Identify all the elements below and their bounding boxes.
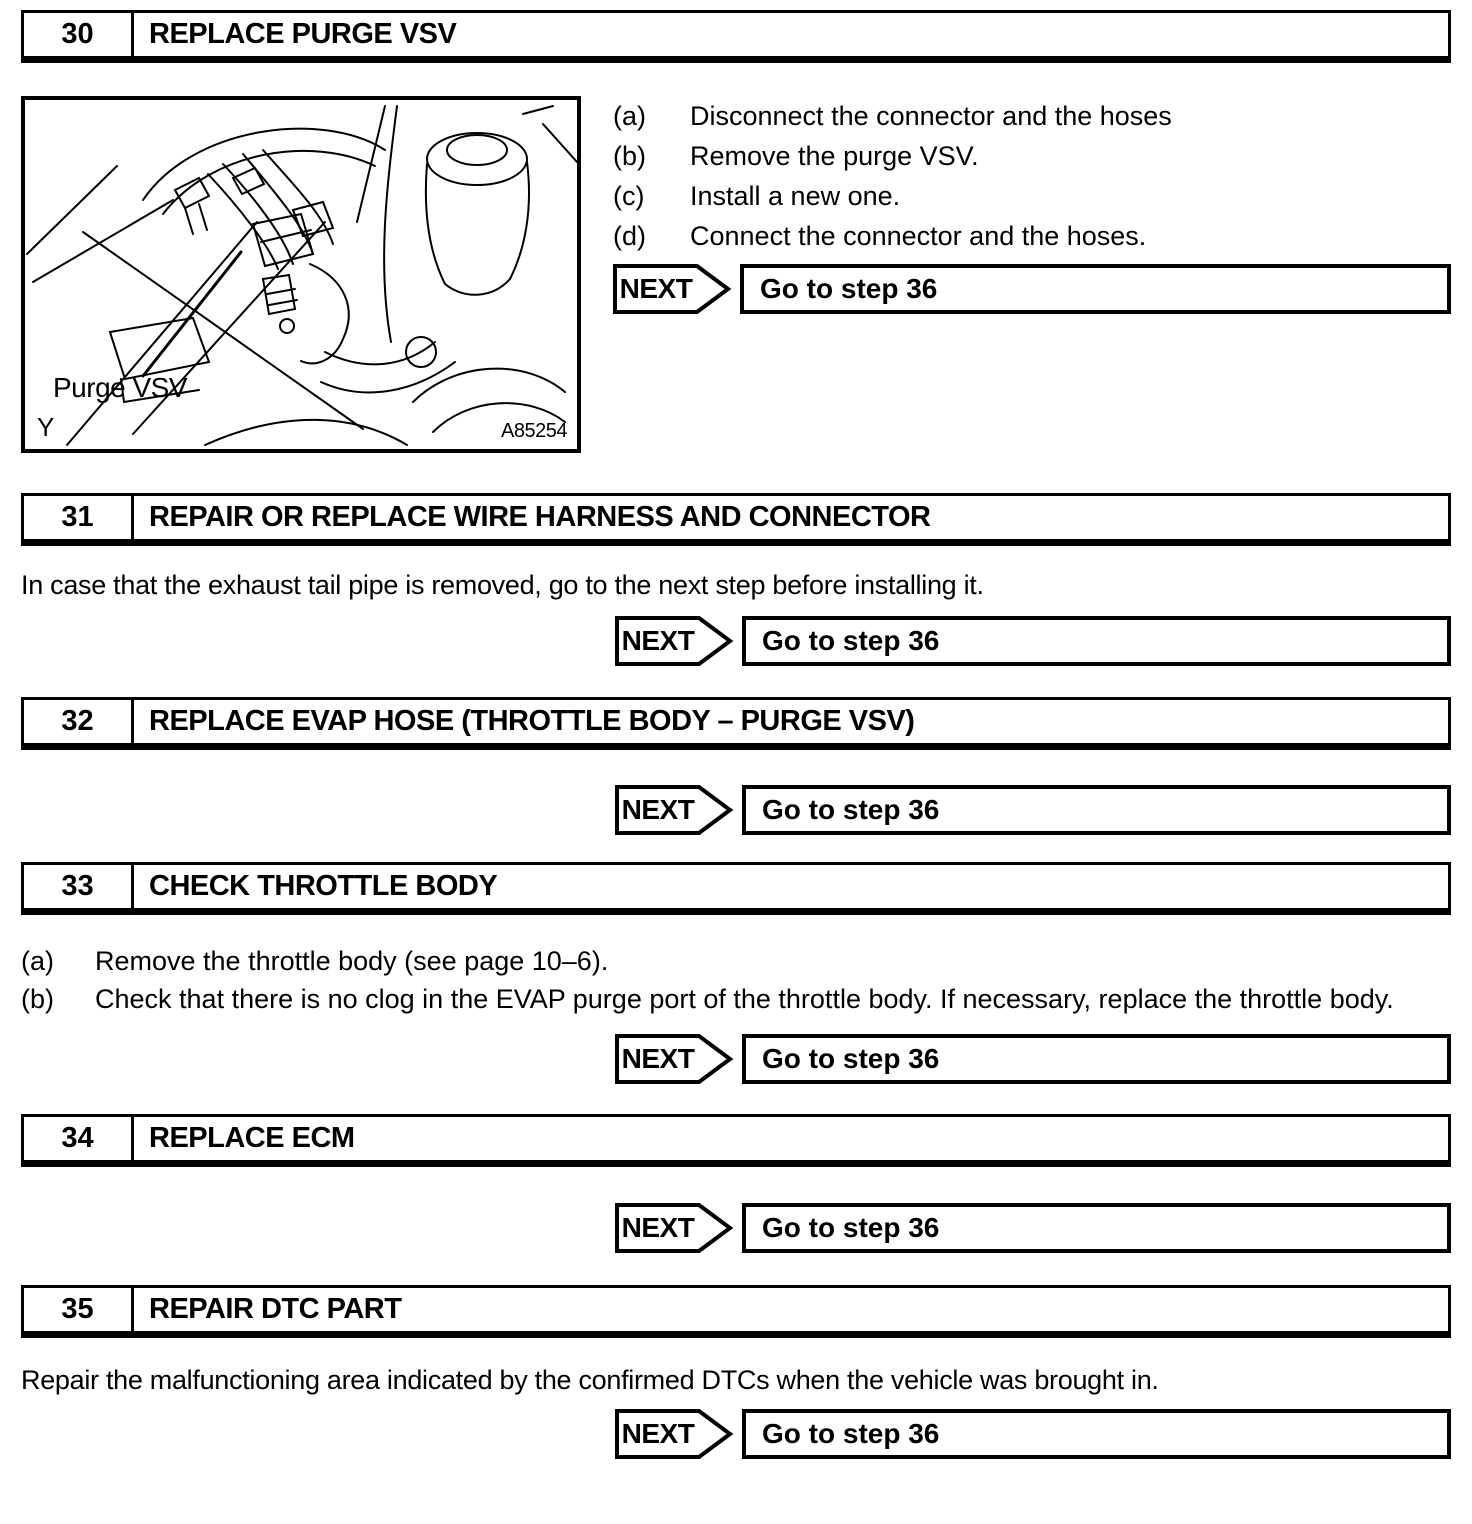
instruction-row — [21, 942, 1451, 980]
instruction-row — [613, 176, 1451, 216]
instruction-row — [613, 136, 1451, 176]
next-row — [615, 1203, 1451, 1253]
next-label: NEXT — [621, 1418, 695, 1449]
goto-step-text: Go to step 36 — [760, 273, 938, 304]
goto-step-box — [742, 1034, 1451, 1084]
next-arrow — [615, 616, 735, 666]
goto-step-text: Go to step 36 — [762, 625, 940, 656]
step-31-note: In case that the exhaust tail pipe is removed, go to the next step before installing it. — [21, 570, 984, 600]
step-header-34 — [21, 1114, 1451, 1167]
instruction-text: Connect the connector and the hoses. — [690, 221, 1147, 251]
step-header-33 — [21, 862, 1451, 915]
goto-step-box — [742, 1203, 1451, 1253]
instruction-letter: (a) — [613, 101, 646, 131]
next-arrow — [613, 264, 733, 314]
next-row — [615, 785, 1451, 835]
step-30-instructions — [613, 96, 1451, 453]
step-number: 33 — [61, 870, 94, 902]
step-35-note: Repair the malfunctioning area indicated by the confirmed DTCs when the vehicle was brought in. — [21, 1365, 1159, 1395]
step-title: REPAIR DTC PART — [149, 1293, 402, 1325]
instruction-text: Disconnect the connector and the hoses — [690, 101, 1172, 131]
next-arrow — [615, 1203, 735, 1253]
instruction-row — [21, 980, 1451, 1018]
next-row — [615, 616, 1451, 666]
instruction-row — [613, 216, 1451, 256]
next-label: NEXT — [621, 1043, 695, 1074]
step-number: 34 — [61, 1122, 94, 1154]
figure-id: A85254 — [501, 420, 567, 442]
step-number: 35 — [61, 1293, 94, 1325]
step-number: 32 — [61, 705, 94, 737]
goto-step-box — [742, 1409, 1451, 1459]
step-number: 31 — [61, 501, 94, 533]
next-arrow — [615, 785, 735, 835]
goto-step-box — [742, 785, 1451, 835]
step-number: 30 — [61, 18, 94, 50]
next-row — [615, 1409, 1451, 1459]
instruction-row — [613, 96, 1451, 136]
instruction-text: Remove the throttle body (see page 10–6). — [95, 946, 609, 976]
goto-step-text: Go to step 36 — [762, 1043, 940, 1074]
goto-step-text: Go to step 36 — [762, 1418, 940, 1449]
instruction-letter: (d) — [613, 221, 646, 251]
next-label: NEXT — [621, 625, 695, 656]
instruction-letter: (b) — [613, 141, 646, 171]
step-title: REPLACE EVAP HOSE (THROTTLE BODY – PURGE VSV) — [149, 705, 915, 737]
goto-step-box — [742, 616, 1451, 666]
instruction-letter: (a) — [21, 946, 54, 976]
instruction-letter: (b) — [21, 984, 54, 1014]
step-33-instructions — [21, 942, 1451, 1018]
goto-step-text: Go to step 36 — [762, 1212, 940, 1243]
step-header-35 — [21, 1285, 1451, 1338]
step-title: REPAIR OR REPLACE WIRE HARNESS AND CONNECTOR — [149, 501, 931, 533]
purge-vsv-label: Purge VSV — [53, 372, 188, 403]
step-header-30 — [21, 10, 1451, 63]
instruction-text: Check that there is no clog in the EVAP purge port of the throttle body. If necessary, replace the throttle body. — [95, 984, 1394, 1014]
goto-step-box — [740, 264, 1451, 314]
step-header-32 — [21, 697, 1451, 750]
instruction-letter: (c) — [613, 181, 645, 211]
figure-box — [21, 96, 581, 453]
step-title: REPLACE PURGE VSV — [149, 18, 457, 50]
next-label: NEXT — [621, 794, 695, 825]
next-label: NEXT — [619, 273, 693, 304]
step-title: CHECK THROTTLE BODY — [149, 870, 498, 902]
goto-step-text: Go to step 36 — [762, 794, 940, 825]
step-header-31 — [21, 493, 1451, 546]
next-arrow — [615, 1034, 735, 1084]
step-30-content — [21, 96, 1451, 453]
next-row — [615, 1034, 1451, 1084]
figure-corner-mark: Y — [37, 412, 54, 442]
next-label: NEXT — [621, 1212, 695, 1243]
instruction-text: Remove the purge VSV. — [690, 141, 979, 171]
instruction-text: Install a new one. — [690, 181, 901, 211]
next-arrow — [615, 1409, 735, 1459]
step-title: REPLACE ECM — [149, 1122, 355, 1154]
next-row — [613, 264, 1451, 314]
